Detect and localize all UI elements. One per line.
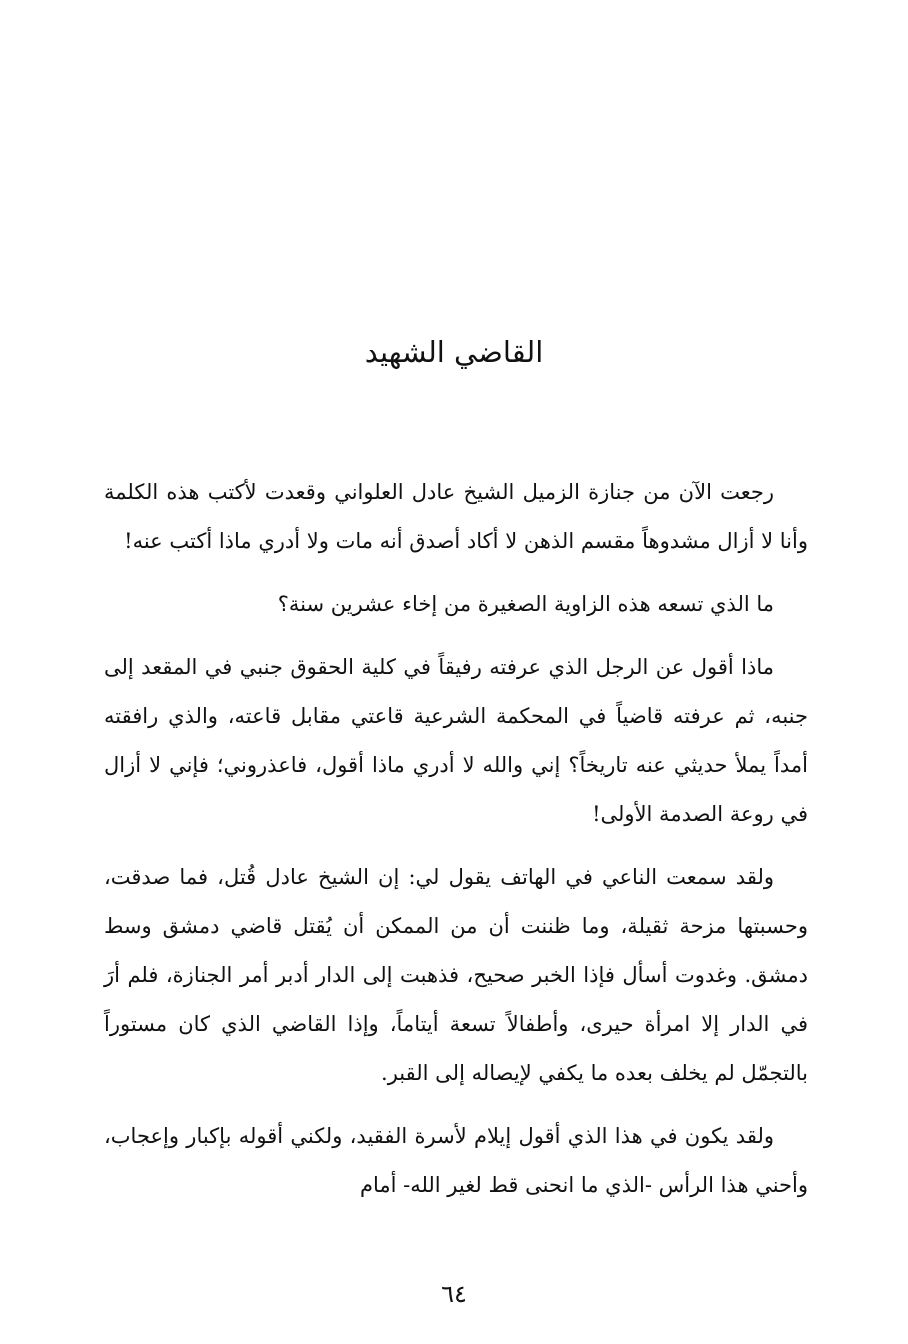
paragraph-3: ماذا أقول عن الرجل الذي عرفته رفيقاً في كلية الحقوق جنبي في المقعد إلى جنبه، ثم عرفته قاضياً في المحكمة الشرعية قاعتي مقابل قاعته، والذي رافقته أمداً يملأ حديثي عنه تاريخاً؟ إني والله لا أدري ماذا أقول، فاعذروني؛ فإني لا أزال في روعة الصدمة الأولى!	[104, 655, 808, 826]
paragraph-1: رجعت الآن من جنازة الزميل الشيخ عادل العلواني وقعدت لأكتب هذه الكلمة وأنا لا أزال مشدوهاً مقسم الذهن لا أكاد أصدق أنه مات ولا أدري ماذا أكتب عنه!	[104, 480, 808, 553]
body-text	[104, 468, 808, 1224]
paragraph-2: ما الذي تسعه هذه الزاوية الصغيرة من إخاء عشرين سنة؟	[277, 592, 774, 616]
paragraph-5: ولقد يكون في هذا الذي أقول إيلام لأسرة الفقيد، ولكني أقوله بإكبار وإعجاب، وأحني هذا الرأس -الذي ما انحنى قط لغير الله- أمام	[104, 1124, 808, 1197]
chapter-title: القاضي الشهيد	[364, 335, 544, 369]
paragraph-4: ولقد سمعت الناعي في الهاتف يقول لي: إن الشيخ عادل قُتل، فما صدقت، وحسبتها مزحة ثقيلة، وما ظننت أن من الممكن أن يُقتل قاضي دمشق وسط دمشق. وغدوت أسأل فإذا الخبر صحيح، فذهبت إلى الدار أدبر أمر الجنازة، فلم أرَ في الدار إلا امرأة حيرى، وأطفالاً تسعة أيتاماً، وإذا القاضي الذي كان مستوراً بالتجمّل لم يخلف بعده ما يكفي لإيصاله إلى القبر.	[104, 865, 808, 1085]
page-number: ٦٤	[441, 1280, 467, 1308]
